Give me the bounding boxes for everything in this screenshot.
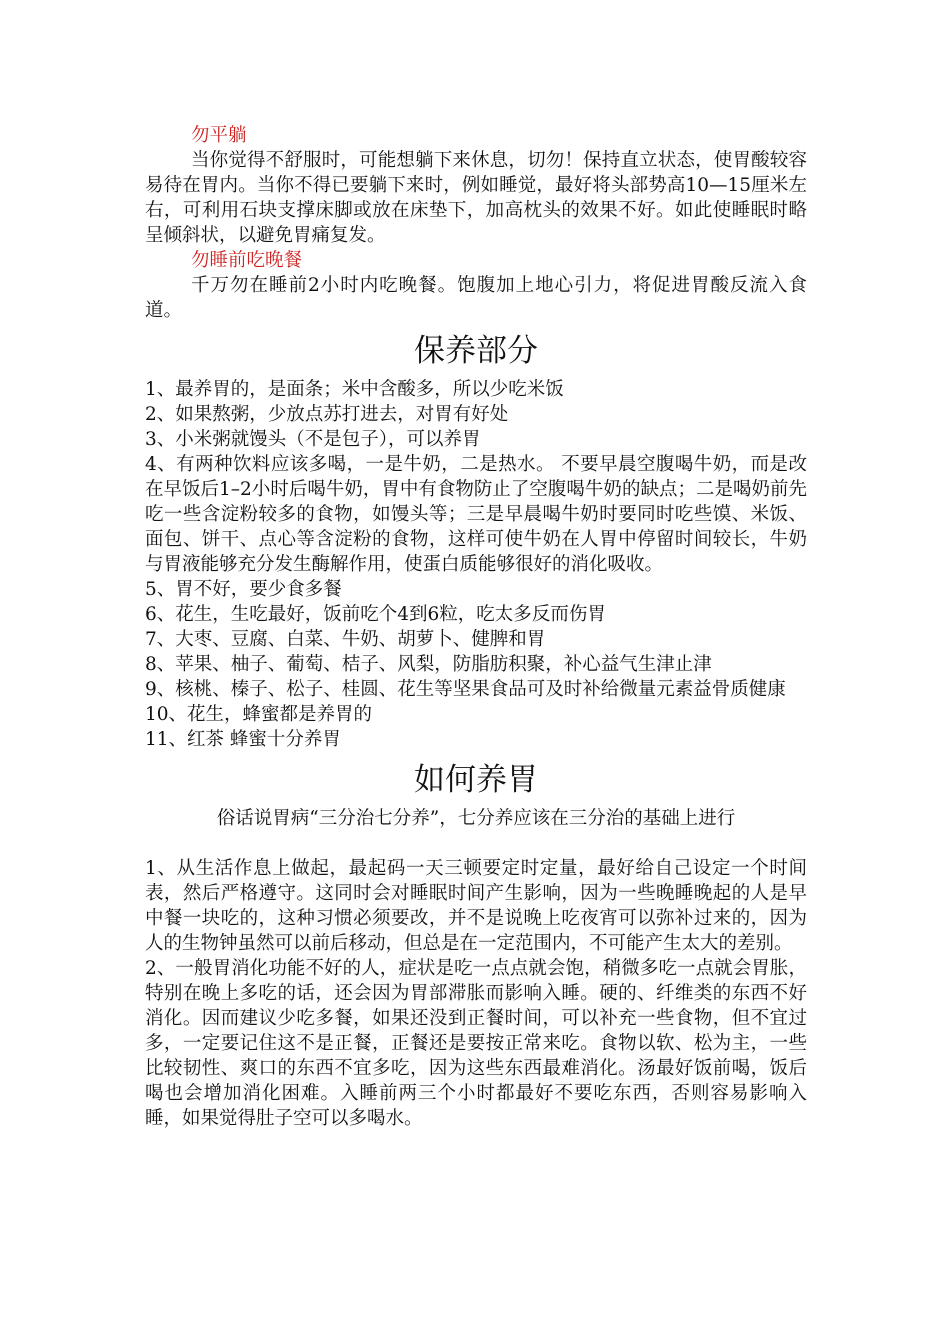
list-item: 1、最养胃的，是面条；米中含酸多，所以少吃米饭 [145, 379, 564, 400]
list-item: 11、红茶 蜂蜜十分养胃 [145, 729, 341, 750]
list-item: 8、苹果、柚子、葡萄、桔子、风梨，防脂肪积聚，补心益气生津止津 [145, 654, 712, 675]
list-item: 2、一般胃消化功能不好的人，症状是吃一点点就会饱，稍微多吃一点就会胃胀，特别在晚上多吃的话，还会因为胃部滞胀而影响入睡。硬的、纤维类的东西不好消化。因而建议少吃多餐，如果还没到正餐时间，可以补充一些食物，但不宜过多，一定要记住这不是正餐，正餐还是要按正常来吃。食物以软、松为主，一些比较韧性、爽口的东西不宜多吃，因为这些东西最难消化。汤最好饭前喝，饭后喝也会增加消化困难。入睡前两三个小时都最好不要吃东西，否则容易影响入睡，如果觉得肚子空可以多喝水。 [145, 958, 807, 1129]
list-item: 5、胃不好，要少食多餐 [145, 579, 342, 600]
maintenance-list [145, 377, 807, 752]
list-item: 1、从生活作息上做起，最起码一天三顿要定时定量，最好给自己设定一个时间表，然后严格遵守。这同时会对睡眠时间产生影响，因为一些晚睡晚起的人是早中餐一块吃的，这种习惯必须要改，并不是说晚上吃夜宵可以弥补过来的，因为人的生物钟虽然可以前后移动，但总是在一定范围内，不可能产生太大的差别。 [145, 858, 807, 954]
section-title-maintenance: 保养部分 [414, 333, 538, 369]
paragraph-no-dinner-before-sleep: 千万勿在睡前2小时内吃晚餐。饱腹加上地心引力，将促进胃酸反流入食道。 [145, 275, 807, 321]
section-title-how-to-nourish: 如何养胃 [414, 762, 538, 798]
list-item: 10、花生，蜂蜜都是养胃的 [145, 704, 373, 725]
subheading-no-dinner-before-sleep: 勿睡前吃晚餐 [191, 250, 303, 271]
section-intro: 俗话说胃病“三分治七分养”，七分养应该在三分治的基础上进行 [216, 808, 736, 829]
list-item: 7、大枣、豆腐、白菜、牛奶、胡萝卜、健脾和胃 [145, 629, 546, 650]
paragraph-no-lying-flat: 当你觉得不舒服时，可能想躺下来休息，切勿！保持直立状态，使胃酸较容易待在胃内。当你不得已要躺下来时，例如睡觉，最好将头部势高10—15厘米左右，可利用石块支撑床脚或放在床垫下，加高枕头的效果不好。如此使睡眠时略呈倾斜状，以避免胃痛复发。 [145, 150, 807, 246]
list-item: 9、核桃、榛子、松子、桂圆、花生等坚果食品可及时补给微量元素益骨质健康 [145, 679, 786, 700]
subheading-no-lying-flat: 勿平躺 [191, 125, 247, 146]
how-to-list [145, 856, 807, 1131]
list-item: 4、有两种饮料应该多喝，一是牛奶，二是热水。 不要早晨空腹喝牛奶，而是改在早饭后1–2小时后喝牛奶，胃中有食物防止了空腹喝牛奶的缺点；二是喝奶前先吃一些含淀粉较多的食物，如馒头等；三是早晨喝牛奶时要同时吃些馍、米饭、面包、饼干、点心等含淀粉的食物，这样可使牛奶在人胃中停留时间较长，牛奶与胃液能够充分发生酶解作用，使蛋白质能够很好的消化吸收。 [145, 454, 807, 575]
list-item: 3、小米粥就馒头（不是包子），可以养胃 [145, 429, 481, 450]
list-item: 6、花生，生吃最好，饭前吃个4到6粒，吃太多反而伤胃 [145, 604, 606, 625]
list-item: 2、如果熬粥，少放点苏打进去，对胃有好处 [145, 404, 509, 425]
document-body [145, 123, 807, 1131]
